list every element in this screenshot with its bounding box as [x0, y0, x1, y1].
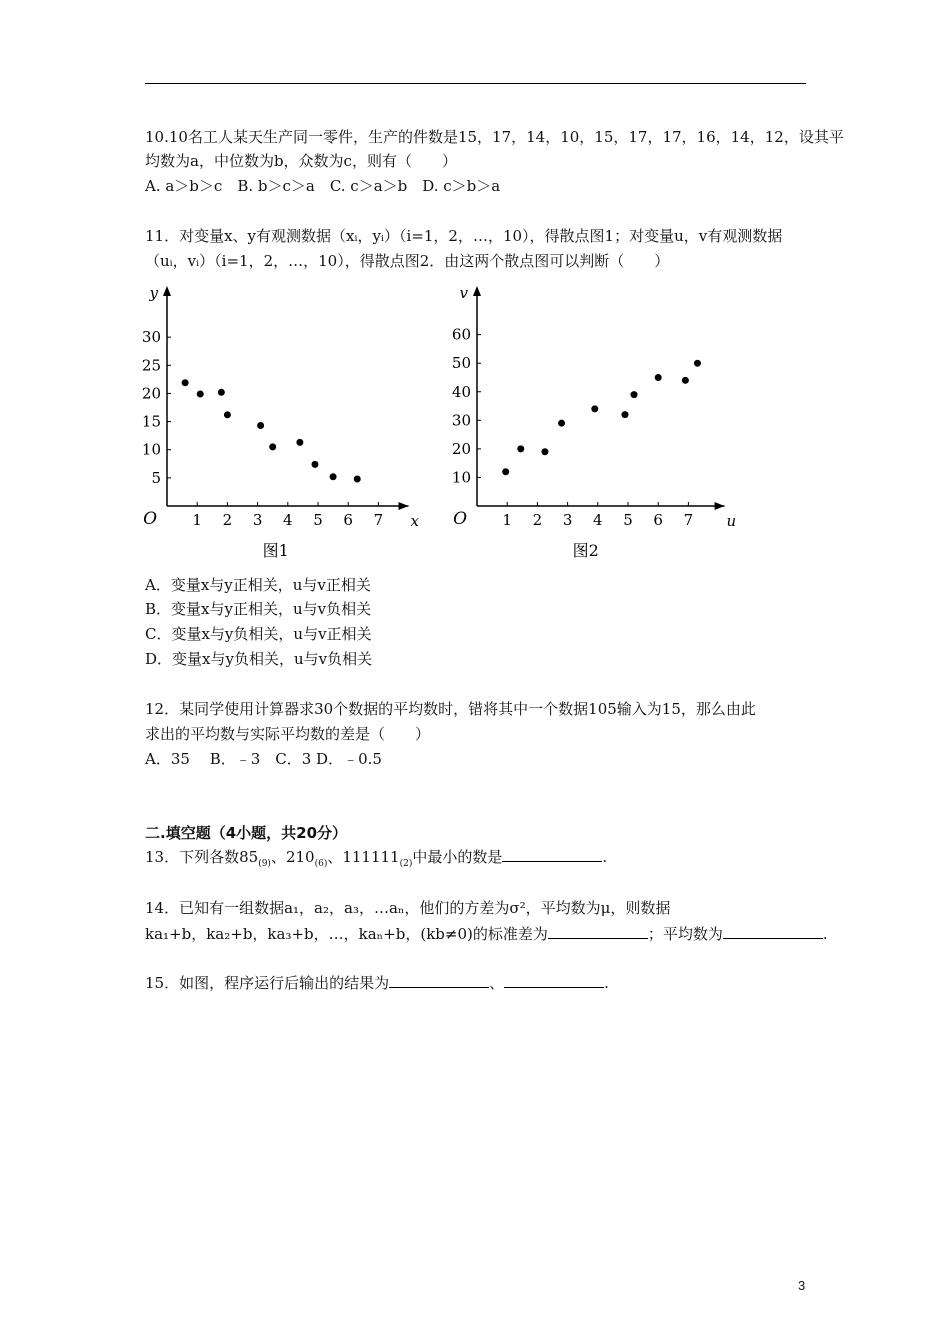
data-point [269, 443, 276, 450]
x-tick-label: 7 [683, 511, 694, 529]
data-point [621, 411, 628, 418]
q13-end: . [602, 848, 608, 866]
data-point [296, 439, 303, 446]
x-tick-label: 1 [192, 511, 202, 529]
page-number: 3 [798, 1278, 806, 1293]
q13-text-2: 、210 [270, 848, 315, 866]
y-tick-label: 5 [151, 468, 161, 487]
q12-options: A．35 B．﹣3 C．3 D．﹣0.5 [145, 750, 382, 768]
y-tick-label: 25 [141, 356, 161, 375]
y-tick-label: 20 [141, 384, 161, 403]
q11-option-d: D．变量x与y负相关，u与v负相关 [145, 650, 373, 668]
y-tick-label: 50 [451, 354, 471, 373]
q15-end: . [604, 974, 609, 992]
x-tick-label: 2 [222, 511, 233, 529]
x-tick-label: 3 [252, 511, 263, 529]
q15-text: 15．如图，程序运行后输出的结果为 [145, 974, 390, 992]
x-tick-label: 1 [502, 511, 512, 529]
q13-text-4: 中最小的数是 [412, 848, 503, 866]
q15-answer-blank-1[interactable] [389, 973, 489, 988]
data-point [224, 411, 231, 418]
q13-base-6: (6) [314, 859, 328, 869]
q14-answer-blank-1[interactable] [548, 924, 648, 939]
x-tick-label: 2 [532, 511, 543, 529]
q11-line1: 11．对变量x、y有观测数据（xᵢ，yᵢ）（i=1，2，…，10），得散点图1；对变量u，v有观测数据 [145, 227, 783, 245]
data-point [541, 448, 548, 455]
q10-line1: 10.10名工人某天生产同一零件，生产的件数是15，17，14，10，15，17，17，16，14，12，设其平 [145, 128, 844, 146]
data-point [330, 473, 337, 480]
chart-title: 图1 [262, 541, 289, 560]
origin-label: O [143, 509, 157, 529]
data-point [631, 391, 638, 398]
y-axis-label: v [459, 284, 468, 302]
q12-line1: 12．某同学使用计算器求30个数据的平均数时，错将其中一个数据105输入为15，那么由此 [145, 700, 756, 718]
x-tick-label: 4 [593, 511, 603, 529]
data-point [218, 389, 225, 396]
data-point [257, 422, 264, 429]
q14-line1: 14．已知有一组数据a₁，a₂，a₃，…aₙ，他们的方差为σ²，平均数为μ，则数据 [145, 899, 671, 917]
y-tick-label: 10 [451, 468, 471, 487]
data-point [655, 374, 662, 381]
y-tick-label: 40 [451, 382, 471, 401]
q13-answer-blank[interactable] [502, 847, 602, 862]
data-point [197, 390, 204, 397]
q14-line2 [145, 924, 828, 944]
q15-answer-blank-2[interactable] [504, 973, 604, 988]
header-rule [145, 83, 806, 84]
q14-text: ka₁+b，ka₂+b，ka₃+b，…，kaₙ+b，(kb≠0)的标准差为 [145, 925, 548, 943]
data-point [682, 377, 689, 384]
x-axis-arrow [399, 502, 409, 510]
data-point [502, 468, 509, 475]
q14-answer-blank-2[interactable] [723, 924, 823, 939]
q13-text-3: 、111111 [327, 848, 400, 866]
y-tick-label: 15 [141, 412, 161, 431]
q13-text: 13．下列各数85 [145, 848, 259, 866]
x-tick-label: 5 [313, 511, 323, 529]
q14-end: . [822, 925, 828, 943]
q11-option-a: A．变量x与y正相关，u与v正相关 [145, 576, 371, 594]
y-axis-arrow [163, 286, 171, 296]
data-point [558, 420, 565, 427]
data-point [354, 475, 361, 482]
chart-title: 图2 [572, 541, 599, 560]
q14-mid: ；平均数为 [647, 925, 723, 943]
data-point [694, 360, 701, 367]
y-tick-label: 20 [451, 439, 471, 458]
q11-line2: （uᵢ，vᵢ）（i=1，2，…，10），得散点图2．由这两个散点图可以判断（ ） [145, 252, 670, 270]
scatter-chart-1 [140, 280, 430, 565]
q10-options: A. a＞b＞c B. b＞c＞a C. c＞a＞b D. c＞b＞a [145, 177, 501, 195]
x-axis-label: x [410, 512, 419, 530]
q12-line2: 求出的平均数与实际平均数的差是（ ） [145, 725, 431, 743]
q13 [145, 847, 607, 874]
q11-option-b: B．变量x与y正相关，u与v负相关 [145, 600, 372, 618]
data-point [517, 445, 524, 452]
y-axis-label: y [149, 284, 158, 302]
data-point [311, 461, 318, 468]
x-tick-label: 3 [562, 511, 573, 529]
q15 [145, 973, 609, 993]
y-axis-arrow [473, 286, 481, 296]
q15-sep: 、 [489, 974, 505, 992]
y-tick-label: 30 [451, 411, 471, 430]
x-tick-label: 7 [373, 511, 384, 529]
y-tick-label: 30 [141, 328, 161, 347]
q13-base-9: (9) [258, 859, 271, 869]
x-tick-label: 4 [283, 511, 293, 529]
scatter-chart-2 [440, 280, 740, 565]
y-tick-label: 10 [141, 440, 161, 459]
x-tick-label: 6 [653, 511, 663, 529]
section-heading: 二.填空题（4小题，共20分） [145, 824, 348, 842]
q11-option-c: C．变量x与y负相关，u与v正相关 [145, 625, 372, 643]
q10-line2: 均数为a，中位数为b，众数为c，则有（ ） [145, 152, 457, 170]
q13-base-2: (2) [399, 859, 413, 869]
x-tick-label: 6 [343, 511, 353, 529]
y-tick-label: 60 [451, 325, 471, 344]
origin-label: O [453, 509, 467, 529]
x-axis-label: u [726, 512, 737, 530]
x-tick-label: 5 [623, 511, 633, 529]
x-axis-arrow [715, 502, 725, 510]
data-point [591, 405, 598, 412]
data-point [182, 379, 189, 386]
